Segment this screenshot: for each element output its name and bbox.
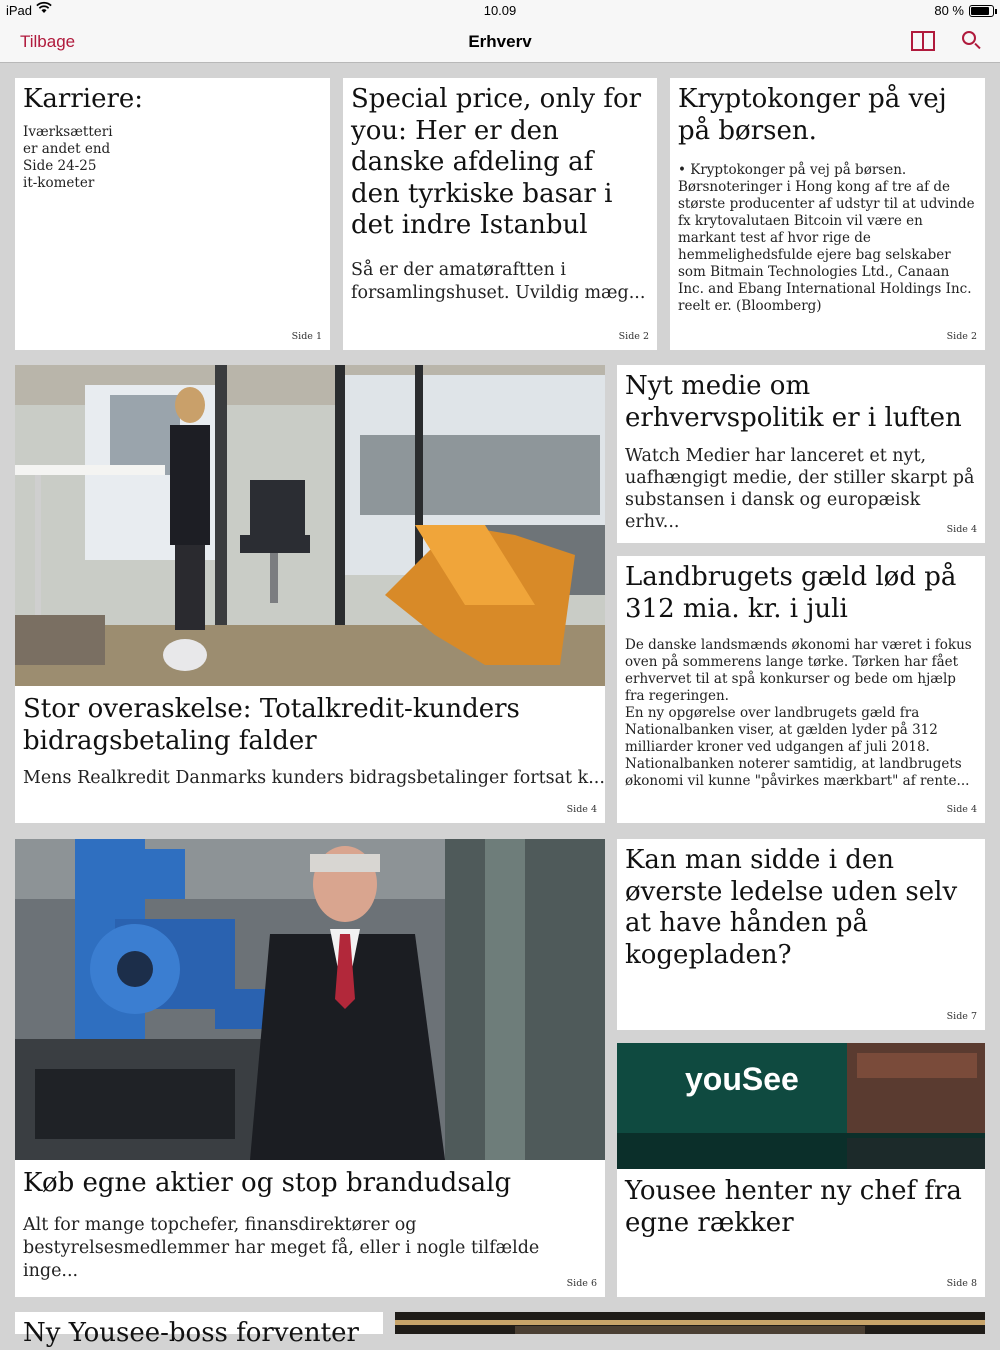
article-teaser: Alt for mange topchefer, finansdirektører og bestyrelsesmedlemmer har meget få, eller i nogle tilfælde inge...: [23, 1215, 540, 1281]
page-number: Side 2: [618, 331, 649, 342]
article-card-photo-partial[interactable]: [395, 1312, 985, 1334]
article-card-landbrugets-gaeld[interactable]: [617, 556, 985, 823]
page-number: Side 4: [946, 804, 977, 815]
clock: 10.09: [483, 3, 517, 18]
yousee-logo: youSee: [685, 1061, 799, 1097]
article-photo-office: [15, 365, 605, 686]
article-photo-yousee-sign: [617, 1043, 985, 1169]
navigation-bar: [0, 22, 1000, 63]
article-card-yousee[interactable]: [617, 1043, 985, 1297]
article-card-nyt-medie[interactable]: [617, 365, 985, 543]
article-headline: Karriere:: [23, 84, 144, 114]
article-headline: Nyt medie om erhvervspolitik er i luften: [625, 371, 962, 433]
section-title: Erhverv: [468, 32, 532, 51]
article-headline: Yousee henter ny chef fra egne rækker: [625, 1176, 962, 1238]
device-label: iPad: [6, 3, 33, 18]
article-card-totalkredit[interactable]: [15, 365, 605, 823]
page-number: Side 6: [566, 1278, 597, 1289]
page-number: Side 2: [946, 331, 977, 342]
article-teaser: • Kryptokonger på vej på børsen. Børsnoteringer i Hong kong af tre af de største producenter af udstyr til at udvinde fx krytovalutaen Bitcoin vil være en markant test af hvor rige de hemmelighedsfulde ejere bag selskaber som Bitmain Technologies Ltd., Canaan Inc. and Ebang International Holdings Inc. reelt er. (Bloomberg): [678, 162, 975, 314]
page-number: Side 8: [946, 1278, 977, 1289]
article-card-karriere[interactable]: [15, 78, 330, 350]
status-bar: [0, 0, 1000, 22]
battery-icon: [969, 5, 994, 17]
layout-toggle-icon[interactable]: [911, 31, 935, 51]
page-number: Side 7: [946, 1011, 977, 1022]
article-teaser: Watch Medier har lanceret et nyt, uafhængigt medie, der stiller skarpt på substansen i dansk og europæisk erhv...: [625, 446, 975, 532]
article-headline: Kan man sidde i den øverste ledelse uden selv at have hånden på kogepladen?: [625, 845, 958, 970]
article-headline: Ny Yousee-boss forventer: [23, 1318, 359, 1348]
article-teaser: Så er der amatøraftten i forsamlingshuset. Uvildig mæg...: [351, 260, 646, 303]
back-button[interactable]: Tilbage: [20, 32, 76, 51]
article-card-ny-yousee-boss[interactable]: [15, 1312, 383, 1348]
article-card-kryptokonger[interactable]: [670, 78, 985, 350]
page-number: Side 4: [946, 524, 977, 535]
battery-percent: 80 %: [934, 3, 964, 18]
article-headline: Landbrugets gæld lød på 312 mia. kr. i juli: [625, 562, 957, 624]
article-teaser: De danske landsmænds økonomi har været i fokus oven på sommerens lange tørke. Tørken har fået erhvervet til at spå konkurser og bede om hjælp fra regeringen. En ny opgørelse over landbrugets gæld fra Nationalbanken viser, at gælden lyder på 312 milliarder kroner ved udgangen af juli 2018. Nationalbanken noterer samtidig, at landbrugets økonomi vil kunne "påvirkes mærkbart" af rente...: [625, 637, 972, 789]
article-teaser: Mens Realkredit Danmarks kunders bidragsbetalinger fortsat k...: [23, 768, 605, 788]
article-photo: [395, 1312, 985, 1334]
page-number: Side 1: [291, 331, 322, 342]
article-card-koeb-egne-aktier[interactable]: [15, 839, 605, 1297]
article-headline: Stor overaskelse: Totalkredit-kunders bidragsbetaling falder: [23, 694, 520, 756]
page-number: Side 4: [566, 804, 597, 815]
article-headline: Special price, only for you: Her er den danske afdeling af den tyrkiske basar i det indre Istanbul: [351, 84, 642, 240]
article-card-special-price[interactable]: [343, 78, 657, 350]
search-icon[interactable]: [962, 31, 980, 51]
article-headline: Kryptokonger på vej på børsen.: [678, 84, 947, 146]
article-photo-industrial: [15, 839, 605, 1160]
article-teaser: Iværksætteri er andet end Side 24-25 it-kometer: [23, 124, 113, 191]
article-card-kan-man-sidde[interactable]: [617, 839, 985, 1030]
article-headline: Køb egne aktier og stop brandudsalg: [23, 1168, 512, 1198]
